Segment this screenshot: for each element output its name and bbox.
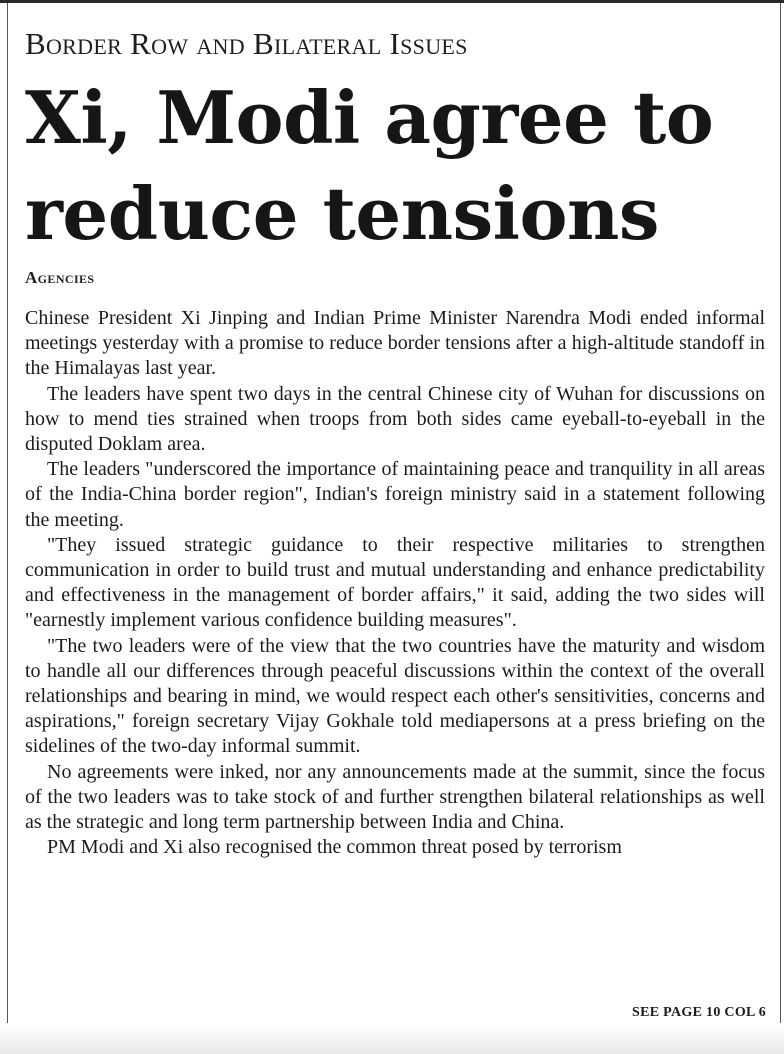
- article-headline: Xi, Modi agree to reduce tensions: [25, 75, 714, 256]
- article-paragraph: The leaders "underscored the importance of maintaining peace and tranquility in all areas of the India-China border region", Indian's foreign ministry said in a statement following the meeting.: [25, 458, 765, 531]
- left-column-rule: [7, 3, 8, 1023]
- article-paragraph: "The two leaders were of the view that the two countries have the maturity and wisdom to handle all our differences through peaceful discussions within the context of the overall relationships and bearing in mind, we would respect each other's sensitivities, concerns and aspirations," foreign secretary Vijay Gokhale told mediapersons at a press briefing on the sidelines of the two-day informal summit.: [25, 634, 765, 758]
- top-rule: [0, 0, 784, 3]
- article-paragraph: No agreements were inked, nor any announcements made at the summit, since the focus of the two leaders was to take stock of and further strengthen bilateral relationships as well as the strategic and long term partnership between India and China.: [25, 760, 765, 834]
- article-paragraph: The leaders have spent two days in the central Chinese city of Wuhan for discussions on how to mend ties strained when troops from both sides came eyeball-to-eyeball in the disputed Doklam area.: [25, 382, 765, 456]
- article-byline: Agencies: [25, 268, 95, 287]
- article-paragraph: PM Modi and Xi also recognised the common threat posed by terrorism: [47, 836, 622, 859]
- page-bottom-edge: [0, 1024, 784, 1054]
- article-body: [25, 306, 765, 860]
- article-paragraph: "They issued strategic guidance to their respective militaries to strengthen communication in order to build trust and mutual understanding and enhance predictability and effectiveness in the management of border affairs," it said, adding the two sides will "earnestly implement various confidence building measures".: [25, 533, 765, 632]
- article-paragraph: Chinese President Xi Jinping and Indian Prime Minister Narendra Modi ended informal meetings yesterday with a promise to reduce border tensions after a high-altitude standoff in the Himalayas last year.: [25, 307, 765, 380]
- news-article: [25, 26, 765, 860]
- article-kicker: Border Row and Bilateral Issues: [25, 26, 468, 61]
- continuation-jump-line: SEE PAGE 10 COL 6: [632, 1005, 766, 1020]
- right-column-rule: [780, 3, 781, 1023]
